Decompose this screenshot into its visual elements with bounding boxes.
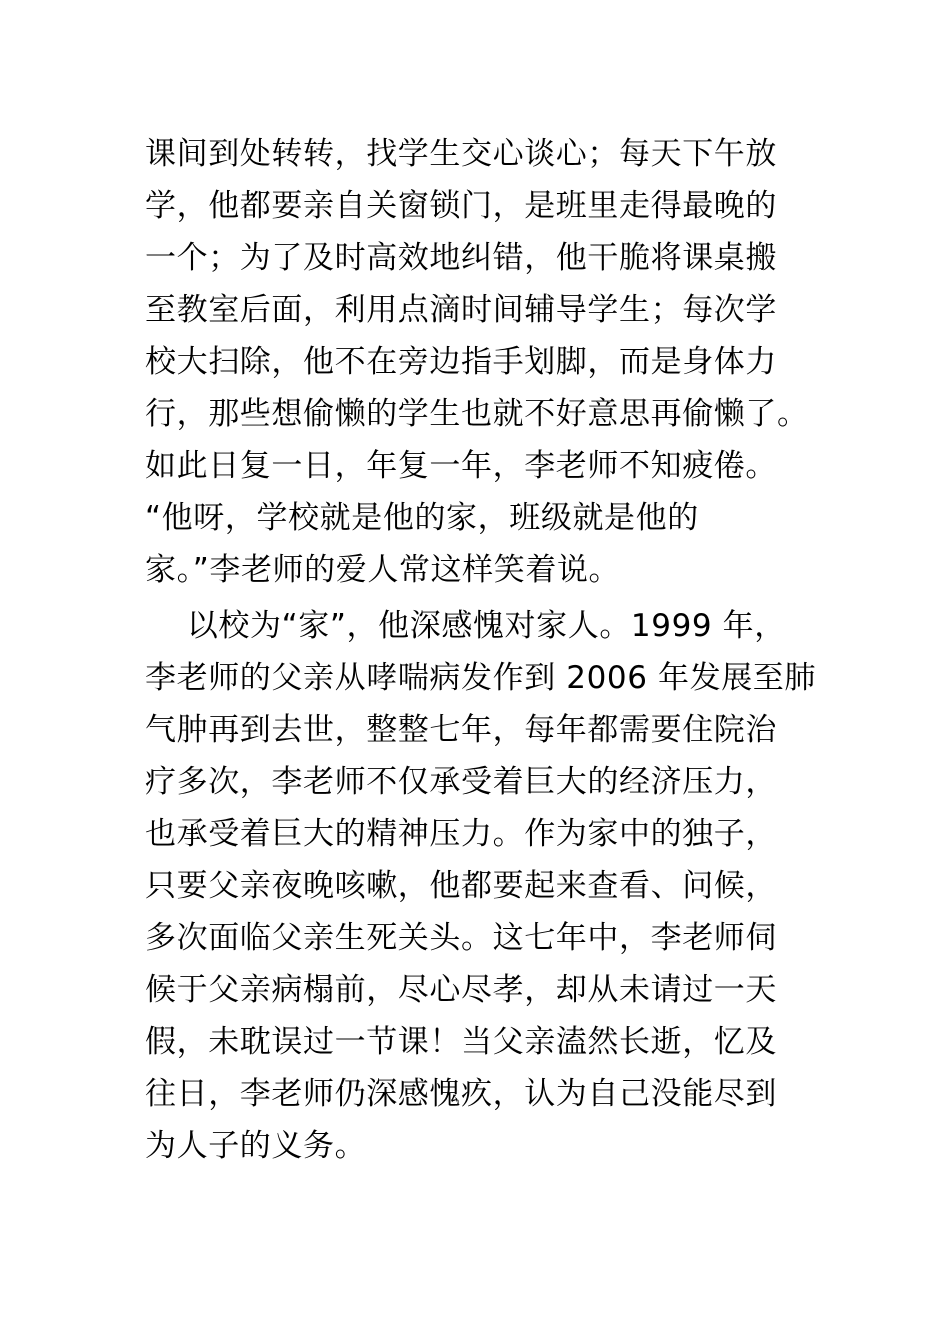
text-line: 课间到处转转，找学生交心谈心；每天下午放 <box>145 136 777 172</box>
paragraph <box>145 128 825 596</box>
text-line: 家。”李老师的爱人常这样笑着说。 <box>145 552 621 588</box>
text-line: 为人子的义务。 <box>145 1128 367 1164</box>
text-line: 至教室后面，利用点滴时间辅导学生；每次学 <box>145 292 777 328</box>
text-line: 校大扫除，他不在旁边指手划脚，而是身体力 <box>145 344 777 380</box>
text-line: 李老师的父亲从哮喘病发作到 2006 年发展至肺 <box>145 660 816 696</box>
text-line: 如此日复一日，年复一年，李老师不知疲倦。 <box>145 448 777 484</box>
text-line: 多次面临父亲生死关头。这七年中，李老师伺 <box>145 920 777 956</box>
text-line: 只要父亲夜晚咳嗽，他都要起来查看、问候， <box>145 868 777 904</box>
text-line: 疗多次，李老师不仅承受着巨大的经济压力， <box>145 764 777 800</box>
text-line: 候于父亲病榻前，尽心尽孝，却从未请过一天 <box>145 972 777 1008</box>
text-line: 假，未耽误过一节课！当父亲溘然长逝，忆及 <box>145 1024 777 1060</box>
text-line: 行，那些想偷懒的学生也就不好意思再偷懒了。 <box>145 396 809 432</box>
text-line: “他呀，学校就是他的家，班级就是他的 <box>145 500 699 536</box>
body-text <box>145 128 825 1172</box>
text-line: 也承受着巨大的精神压力。作为家中的独子， <box>145 816 777 852</box>
paragraph <box>145 600 825 1172</box>
text-line: 往日，李老师仍深感愧疚，认为自己没能尽到 <box>145 1076 777 1112</box>
text-line: 气肿再到去世，整整七年，每年都需要住院治 <box>145 712 777 748</box>
text-line: 一个；为了及时高效地纠错，他干脆将课桌搬 <box>145 240 777 276</box>
text-line: 学，他都要亲自关窗锁门，是班里走得最晚的 <box>145 188 777 224</box>
text-line: 以校为“家”，他深感愧对家人。1999 年， <box>145 608 786 644</box>
